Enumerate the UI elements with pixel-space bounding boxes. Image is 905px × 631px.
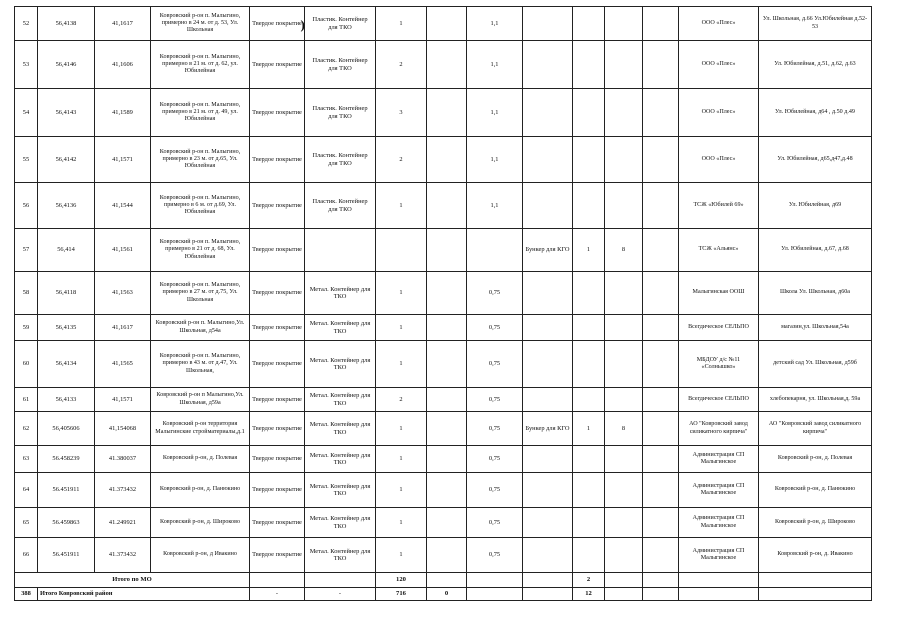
served-objects-cell: Школа Ул. Школьная, д60а [759, 272, 872, 315]
container-type-cell: Метал. Контейнер для ТКО [305, 473, 376, 508]
table-row [15, 508, 872, 538]
total-mo-qty: 120 [376, 573, 427, 588]
container-count-cell: 2 [376, 388, 427, 412]
owner-cell: ООО «Плес» [679, 7, 759, 41]
latitude-cell: 56,4118 [38, 272, 95, 315]
bunker-count-cell [573, 538, 605, 573]
location-cell: Ковровский р-он, д. Полевая [151, 446, 250, 473]
col-7-cell [427, 341, 467, 388]
served-objects-cell: Ковровский р-он, д. Панюкино [759, 473, 872, 508]
latitude-cell: 56.458239 [38, 446, 95, 473]
container-count-cell: 1 [376, 538, 427, 573]
total-district-row [15, 588, 872, 601]
container-type-cell: Метал. Контейнер для ТКО [305, 315, 376, 341]
col-12-cell [643, 229, 679, 272]
latitude-cell: 56,405606 [38, 412, 95, 446]
table-body [15, 7, 872, 601]
total-district-number: 388 [15, 588, 38, 601]
latitude-cell: 56,4134 [38, 341, 95, 388]
longitude-cell: 41.249921 [95, 508, 151, 538]
row-number-cell: 56 [15, 183, 38, 229]
owner-cell: Администрация СП Малыгинское [679, 538, 759, 573]
container-volume-cell: 1,1 [467, 137, 523, 183]
container-volume-cell: 0,75 [467, 473, 523, 508]
longitude-cell: 41,1561 [95, 229, 151, 272]
row-number-cell: 66 [15, 538, 38, 573]
served-objects-cell: хлебопекарня, ул. Школьная,д. 59а [759, 388, 872, 412]
col-7-cell [427, 473, 467, 508]
served-objects-cell: детский сад Ул. Школьная, д59б [759, 341, 872, 388]
total-district-surface: - [250, 588, 305, 601]
col-7-cell [427, 538, 467, 573]
served-objects-cell: Ковровский р-он, д. Полевая [759, 446, 872, 473]
owner-cell: АО "Ковровский завод силикатного кирпича" [679, 412, 759, 446]
surface-type-cell: Твердое покрытие [250, 183, 305, 229]
table-row [15, 7, 872, 41]
container-count-cell: 3 [376, 89, 427, 137]
col-12-cell [643, 183, 679, 229]
table-row [15, 388, 872, 412]
container-type-cell: Метал. Контейнер для ТКО [305, 272, 376, 315]
bunker-type-cell [523, 41, 573, 89]
container-count-cell: 2 [376, 137, 427, 183]
owner-cell: Администрация СП Малыгинское [679, 508, 759, 538]
container-volume-cell: 0,75 [467, 446, 523, 473]
container-type-cell: Метал. Контейнер для ТКО [305, 508, 376, 538]
bunker-volume-cell [605, 41, 643, 89]
bunker-count-cell [573, 272, 605, 315]
bunker-volume-cell [605, 446, 643, 473]
longitude-cell: 41,1571 [95, 137, 151, 183]
bunker-count-cell [573, 137, 605, 183]
served-objects-cell: Ковровский р-он, д. Широково [759, 508, 872, 538]
col-12-cell [643, 41, 679, 89]
latitude-cell: 56,414 [38, 229, 95, 272]
container-count-cell: 1 [376, 341, 427, 388]
bunker-count-cell [573, 315, 605, 341]
owner-cell: ООО «Плес» [679, 137, 759, 183]
bunker-count-cell [573, 473, 605, 508]
bunker-count-cell: 1 [573, 412, 605, 446]
col-12-cell [643, 7, 679, 41]
latitude-cell: 56.451911 [38, 538, 95, 573]
bunker-volume-cell [605, 388, 643, 412]
col-12-cell [643, 341, 679, 388]
row-number-cell: 64 [15, 473, 38, 508]
longitude-cell: 41,1617 [95, 315, 151, 341]
bunker-type-cell [523, 388, 573, 412]
container-count-cell: 2 [376, 41, 427, 89]
latitude-cell: 56,4142 [38, 137, 95, 183]
table-row [15, 538, 872, 573]
row-number-cell: 63 [15, 446, 38, 473]
col-12-cell [643, 272, 679, 315]
col-12-cell [643, 89, 679, 137]
bunker-type-cell [523, 538, 573, 573]
bunker-volume-cell [605, 183, 643, 229]
col-12-cell [643, 508, 679, 538]
total-district-label: Итого Ковровский район [38, 588, 250, 601]
location-cell: Ковровский р-он п Малыгино,Ул. Школьная, д59а [151, 388, 250, 412]
row-number-cell: 62 [15, 412, 38, 446]
row-number-cell: 55 [15, 137, 38, 183]
latitude-cell: 56,4135 [38, 315, 95, 341]
container-volume-cell: 1,1 [467, 183, 523, 229]
container-volume-cell: 0,75 [467, 388, 523, 412]
served-objects-cell: АО "Ковровский завод силикатного кирпича" [759, 412, 872, 446]
served-objects-cell: Ул. Юбилейная, д64 , д.50 д.49 [759, 89, 872, 137]
container-volume-cell: 0,75 [467, 341, 523, 388]
col-7-cell [427, 89, 467, 137]
surface-type-cell: Твердое покрытие [250, 315, 305, 341]
container-volume-cell: 0,75 [467, 272, 523, 315]
table-row [15, 183, 872, 229]
bunker-type-cell [523, 446, 573, 473]
owner-cell: ТСЖ «Юбилей 69» [679, 183, 759, 229]
surface-type-cell: Твердое покрытие [250, 341, 305, 388]
bunker-volume-cell [605, 89, 643, 137]
row-number-cell: 65 [15, 508, 38, 538]
container-volume-cell: 0,75 [467, 538, 523, 573]
table-row [15, 412, 872, 446]
bunker-type-cell [523, 89, 573, 137]
longitude-cell: 41,154068 [95, 412, 151, 446]
table-row [15, 272, 872, 315]
location-cell: Ковровский р-он п. Малыгино, примерно в 21 от д. 68, Ул. Юбилейная [151, 229, 250, 272]
owner-cell: МБДОУ д/с №11 «Солнышко» [679, 341, 759, 388]
total-district-container: - [305, 588, 376, 601]
row-number-cell: 53 [15, 41, 38, 89]
container-type-cell: Метал. Контейнер для ТКО [305, 538, 376, 573]
row-number-cell: 60 [15, 341, 38, 388]
longitude-cell: 41,1617 [95, 7, 151, 41]
location-cell: Ковровский р-он п. Малыгино,Ул. Школьная, д54а [151, 315, 250, 341]
surface-type-cell: Твердое покрытие [250, 412, 305, 446]
surface-type-cell: Твердое покрытие [250, 137, 305, 183]
bunker-volume-cell [605, 473, 643, 508]
latitude-cell: 56.451911 [38, 473, 95, 508]
col-7-cell [427, 446, 467, 473]
surface-type-cell: Твердое покрытие [250, 272, 305, 315]
bunker-volume-cell [605, 538, 643, 573]
col-12-cell [643, 315, 679, 341]
longitude-cell: 41,1571 [95, 388, 151, 412]
total-mo-label: Итого по МО [15, 573, 250, 588]
surface-type-cell: Твердое покрытие [250, 538, 305, 573]
container-count-cell: 1 [376, 183, 427, 229]
col-7-cell [427, 412, 467, 446]
table-row [15, 137, 872, 183]
served-objects-cell: Ковровский р-он, д. Ивакино [759, 538, 872, 573]
container-type-cell: ) Пластик. Контейнер для ТКО [305, 7, 376, 41]
col-12-cell [643, 446, 679, 473]
surface-type-cell: Твердое покрытие [250, 229, 305, 272]
bunker-type-cell [523, 137, 573, 183]
latitude-cell: 56,4138 [38, 7, 95, 41]
location-cell: Ковровский р-он п. Малыгино, примерно в 27 м. от д.75, Ул. Школьная [151, 272, 250, 315]
served-objects-cell: Ул. Юбилейная, д.67, д.68 [759, 229, 872, 272]
total-mo-row [15, 573, 872, 588]
bunker-count-cell [573, 508, 605, 538]
table-row [15, 315, 872, 341]
col-7-cell [427, 137, 467, 183]
surface-type-cell: Твердое покрытие [250, 508, 305, 538]
latitude-cell: 56,4146 [38, 41, 95, 89]
row-number-cell: 58 [15, 272, 38, 315]
surface-type-cell: Твердое покрытие [250, 446, 305, 473]
location-cell: Ковровский р-он п. Малыгино, примерно в 24 м. от д. 53, Ул. Школьная [151, 7, 250, 41]
container-count-cell [376, 229, 427, 272]
bunker-type-cell [523, 341, 573, 388]
location-cell: Ковровский р-он п. Малыгино, примерно в 6 м. от д.69, Ул. Юбилейная [151, 183, 250, 229]
container-type-cell: Метал. Контейнер для ТКО [305, 341, 376, 388]
table-row [15, 229, 872, 272]
total-district-qty: 716 [376, 588, 427, 601]
bunker-type-cell [523, 272, 573, 315]
bunker-volume-cell: 8 [605, 229, 643, 272]
bunker-type-cell [523, 508, 573, 538]
col-12-cell [643, 412, 679, 446]
bunker-count-cell [573, 89, 605, 137]
total-mo-bunkers: 2 [573, 573, 605, 588]
bunker-type-cell [523, 183, 573, 229]
container-type-cell: Метал. Контейнер для ТКО [305, 446, 376, 473]
longitude-cell: 41.380037 [95, 446, 151, 473]
bunker-volume-cell [605, 137, 643, 183]
bunker-volume-cell [605, 508, 643, 538]
served-objects-cell: магазин,ул. Школьная,54а [759, 315, 872, 341]
row-number-cell: 57 [15, 229, 38, 272]
owner-cell: ТСЖ «Альянс» [679, 229, 759, 272]
container-type-cell: Метал. Контейнер для ТКО [305, 388, 376, 412]
col-7-cell [427, 7, 467, 41]
bunker-volume-cell [605, 272, 643, 315]
col-12-cell [643, 388, 679, 412]
bunker-count-cell [573, 341, 605, 388]
owner-cell: Всегдическое СЕЛЬПО [679, 388, 759, 412]
location-cell: Ковровский р-он п. Малыгино, примерно в 23 м. от д.65, Ул. Юбилейная [151, 137, 250, 183]
container-count-cell: 1 [376, 473, 427, 508]
longitude-cell: 41,1544 [95, 183, 151, 229]
container-volume-cell: 1,1 [467, 89, 523, 137]
location-cell: Ковровский р-он, д. Панюкино [151, 473, 250, 508]
container-volume-cell: 1,1 [467, 41, 523, 89]
container-type-cell: Пластик. Контейнер для ТКО [305, 41, 376, 89]
bunker-volume-cell [605, 315, 643, 341]
bunker-volume-cell [605, 341, 643, 388]
bunker-type-cell [523, 315, 573, 341]
col-7-cell [427, 388, 467, 412]
col-7-cell [427, 508, 467, 538]
longitude-cell: 41,1563 [95, 272, 151, 315]
total-district-bunkers: 12 [573, 588, 605, 601]
served-objects-cell: Ул. Юбилейная, д.51, д.62, д.63 [759, 41, 872, 89]
col-7-cell [427, 315, 467, 341]
col-7-cell [427, 41, 467, 89]
container-volume-cell: 0,75 [467, 412, 523, 446]
container-count-cell: 1 [376, 446, 427, 473]
location-cell: Ковровский р-он п. Малыгино, примерно в 21 м. от д. 49, ул. Юбилейная [151, 89, 250, 137]
latitude-cell: 56,4136 [38, 183, 95, 229]
bunker-type-cell [523, 473, 573, 508]
owner-cell: Администрация СП Малыгинское [679, 473, 759, 508]
bunker-volume-cell [605, 7, 643, 41]
served-objects-cell: Ул. Юбилейная, д65,д47,д.48 [759, 137, 872, 183]
container-volume-cell [467, 229, 523, 272]
container-type-cell: Метал. Контейнер для ТКО [305, 412, 376, 446]
col-12-cell [643, 137, 679, 183]
surface-type-cell: Твердое покрытие [250, 388, 305, 412]
container-volume-cell: 1,1 [467, 7, 523, 41]
bunker-count-cell [573, 446, 605, 473]
waste-sites-table [14, 6, 872, 601]
col-7-cell [427, 229, 467, 272]
longitude-cell: 41,1589 [95, 89, 151, 137]
container-count-cell: 1 [376, 7, 427, 41]
row-number-cell: 54 [15, 89, 38, 137]
col-7-cell [427, 272, 467, 315]
bunker-volume-cell: 8 [605, 412, 643, 446]
owner-cell: Администрация СП Малыгинское [679, 446, 759, 473]
owner-cell: Всегдическое СЕЛЬПО [679, 315, 759, 341]
bunker-type-cell: Бункер для КГО [523, 229, 573, 272]
surface-type-cell: Твердое покрытие [250, 473, 305, 508]
longitude-cell: 41,1565 [95, 341, 151, 388]
bunker-type-cell [523, 7, 573, 41]
location-cell: Ковровский р-он, д. Широково [151, 508, 250, 538]
bunker-type-cell: Бункер для КГО [523, 412, 573, 446]
container-volume-cell: 0,75 [467, 315, 523, 341]
latitude-cell: 56,4143 [38, 89, 95, 137]
table-row [15, 446, 872, 473]
container-type-cell [305, 229, 376, 272]
bunker-count-cell [573, 7, 605, 41]
surface-type-cell: Твердое покрытие [250, 89, 305, 137]
container-count-cell: 1 [376, 412, 427, 446]
bunker-count-cell: 1 [573, 229, 605, 272]
container-count-cell: 1 [376, 272, 427, 315]
latitude-cell: 56,4133 [38, 388, 95, 412]
col-12-cell [643, 473, 679, 508]
bunker-count-cell [573, 388, 605, 412]
row-number-cell: 61 [15, 388, 38, 412]
table-row [15, 41, 872, 89]
bunker-count-cell [573, 41, 605, 89]
table-row [15, 89, 872, 137]
container-volume-cell: 0,75 [467, 508, 523, 538]
col-12-cell [643, 538, 679, 573]
location-cell: Ковровский р-он п. Малыгино, примерно в 21 м. от д. 62, ул. Юбилейная [151, 41, 250, 89]
owner-cell: ООО «Плес» [679, 41, 759, 89]
surface-type-cell: Твердое покрытие [250, 7, 305, 41]
container-type-cell: Пластик. Контейнер для ТКО [305, 137, 376, 183]
table-row [15, 473, 872, 508]
served-objects-cell: Ул. Школьная, д.66 Ул.Юбилейная д.52-53 [759, 7, 872, 41]
longitude-cell: 41,1606 [95, 41, 151, 89]
container-type-cell: Пластик. Контейнер для ТКО [305, 89, 376, 137]
container-count-cell: 1 [376, 508, 427, 538]
row-number-cell: 52 [15, 7, 38, 41]
served-objects-cell: Ул. Юбилейная, д69 [759, 183, 872, 229]
longitude-cell: 41.373432 [95, 473, 151, 508]
longitude-cell: 41.373432 [95, 538, 151, 573]
location-cell: Ковровский р-он, д Ивакино [151, 538, 250, 573]
location-cell: Ковровский р-он территория Малыгинские стройматериалы,д.1 [151, 412, 250, 446]
container-type-cell: Пластик. Контейнер для ТКО [305, 183, 376, 229]
container-count-cell: 1 [376, 315, 427, 341]
owner-cell: ООО «Плес» [679, 89, 759, 137]
col-7-cell [427, 183, 467, 229]
latitude-cell: 56.459863 [38, 508, 95, 538]
owner-cell: Малыгинская ООШ [679, 272, 759, 315]
row-number-cell: 59 [15, 315, 38, 341]
location-cell: Ковровский р-он п. Малыгино, примерно в 43 м. от д.47, Ул. Школьная, [151, 341, 250, 388]
total-district-col-7: 0 [427, 588, 467, 601]
bunker-count-cell [573, 183, 605, 229]
surface-type-cell: Твердое покрытие [250, 41, 305, 89]
table-row [15, 341, 872, 388]
